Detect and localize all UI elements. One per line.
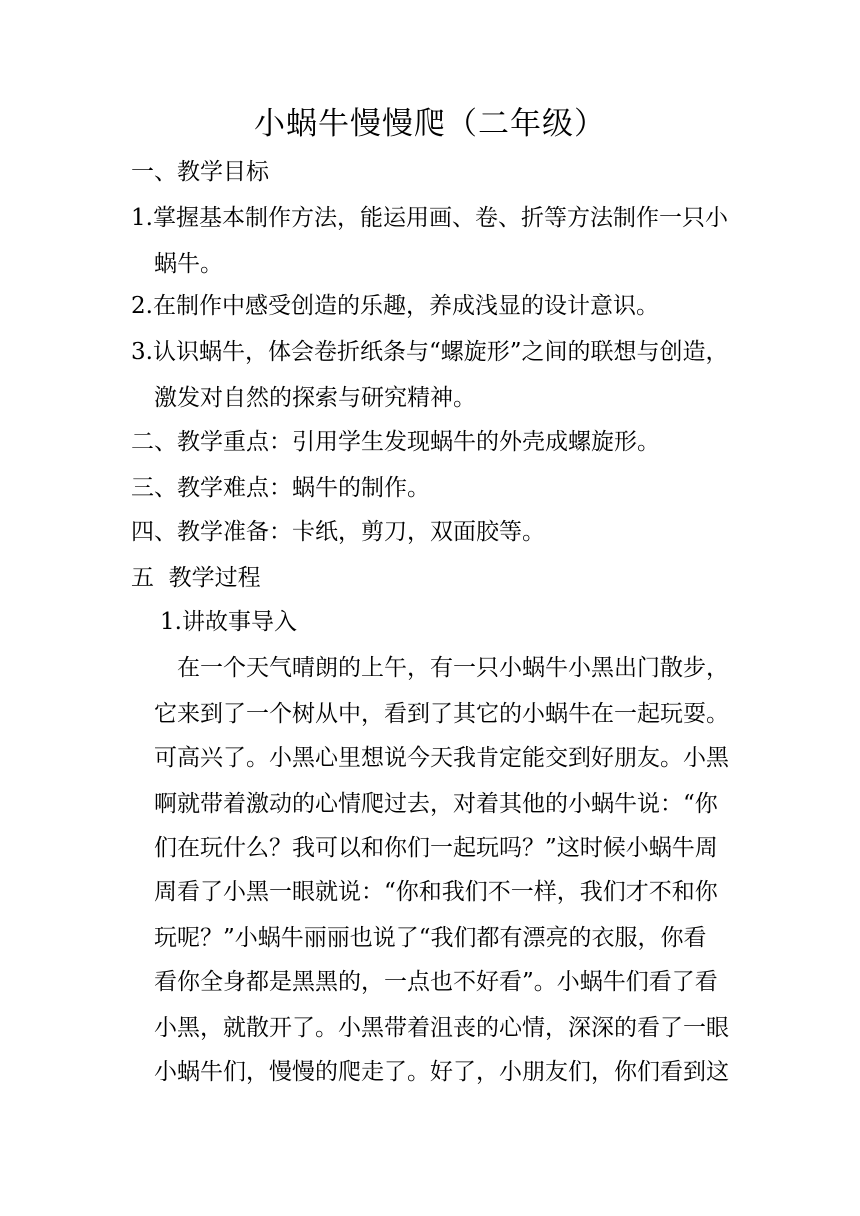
story-line: 在一个天气晴朗的上午，有一只小蜗牛小黑出门散步，	[177, 655, 729, 681]
objective-3-line-2: 激发对自然的探索与研究精神。	[154, 385, 476, 411]
step-1-heading: 1.讲故事导入	[160, 609, 297, 635]
objective-1-line-2: 蜗牛。	[154, 251, 223, 277]
story-line: 它来到了一个树从中，看到了其它的小蜗牛在一起玩耍。	[154, 701, 729, 727]
story-line: 玩呢？”小蜗牛丽丽也说了“我们都有漂亮的衣服，你看	[154, 925, 707, 951]
key-point: 二、教学重点：引用学生发现蜗牛的外壳成螺旋形。	[131, 429, 660, 455]
objective-1-line-1: 1.掌握基本制作方法，能运用画、卷、折等方法制作一只小	[131, 205, 728, 231]
story-line: 啊就带着激动的心情爬过去，对着其他的小蜗牛说：“你	[154, 791, 718, 817]
story-line: 周看了小黑一眼就说：“你和我们不一样，我们才不和你	[154, 879, 718, 905]
difficulty: 三、教学难点：蜗牛的制作。	[131, 475, 430, 501]
document-title: 小蜗牛慢慢爬（二年级）	[254, 106, 606, 142]
objective-3-line-1: 3.认识蜗牛，体会卷折纸条与“螺旋形”之间的联想与创造，	[131, 339, 729, 365]
story-line: 们在玩什么？我可以和你们一起玩吗？”这时候小蜗牛周	[154, 835, 718, 861]
objective-2: 2.在制作中感受创造的乐趣，养成浅显的设计意识。	[131, 293, 659, 319]
preparation: 四、教学准备：卡纸，剪刀，双面胶等。	[131, 519, 545, 545]
story-line: 可高兴了。小黑心里想说今天我肯定能交到好朋友。小黑	[154, 745, 729, 771]
process-heading: 五 教学过程	[131, 565, 261, 591]
objectives-heading: 一、教学目标	[131, 159, 269, 185]
story-line: 小蜗牛们，慢慢的爬走了。好了，小朋友们，你们看到这	[154, 1059, 729, 1085]
story-line: 小黑，就散开了。小黑带着沮丧的心情，深深的看了一眼	[154, 1015, 729, 1041]
story-line: 看你全身都是黑黑的，一点也不好看”。小蜗牛们看了看	[154, 969, 718, 995]
